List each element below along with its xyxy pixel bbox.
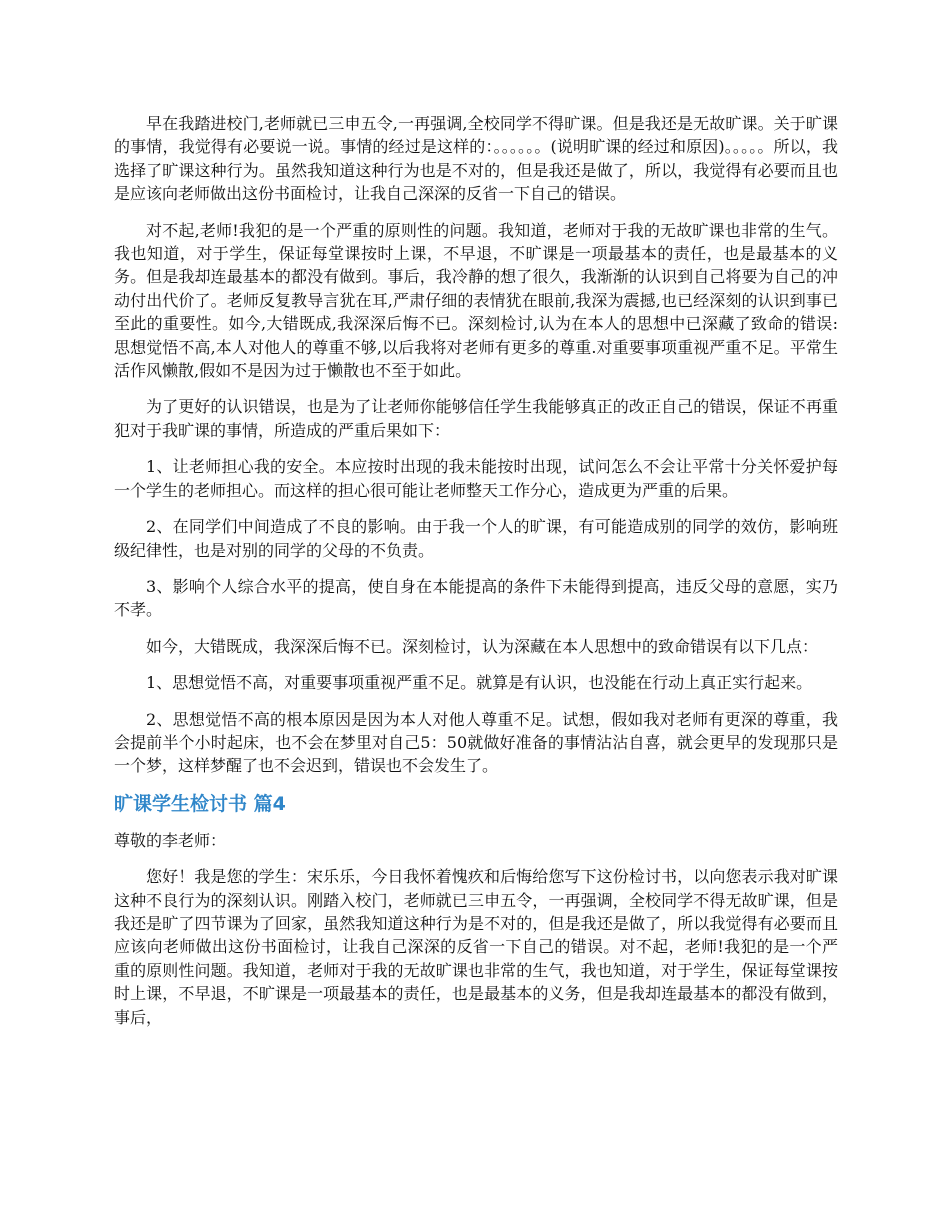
section-title: 旷课学生检讨书 篇4 bbox=[114, 792, 286, 815]
salutation: 尊敬的李老师： bbox=[114, 830, 227, 850]
list-item-paragraph: 2、在同学们中间造成了不良的影响。由于我一个人的旷课，有可能造成别的同学的效仿，影响班级纪律性，也是对别的同学的父母的不负责。 bbox=[114, 517, 838, 560]
paragraph: 早在我踏进校门,老师就已三申五令,一再强调,全校同学不得旷课。但是我还是无故旷课。关于旷课的事情，我觉得有必要说一说。事情的经过是这样的：。。。。。。(说明旷课的经过和原因)。。。。。所以，我选择了旷课这种行为。虽然我知道这种行为也是不对的，但是我还是做了，所以，我觉得有必要而且也是应该向老师做出这份书面检讨，让我自己深深的反省一下自己的错误。 bbox=[114, 114, 838, 204]
list-item-paragraph: 1、思想觉悟不高，对重要事项重视严重不足。就算是有认识，也没能在行动上真正实行起来。 bbox=[146, 673, 813, 693]
paragraph: 您好！我是您的学生：宋乐乐，今日我怀着愧疚和后悔给您写下这份检讨书，以向您表示我对旷课这种不良行为的深刻认识。刚踏入校门，老师就已三申五令，一再强调，全校同学不得无故旷课，但是我还是旷了四节课为了回家，虽然我知道这种行为是不对的，但是我还是做了，所以我觉得有必要而且应该向老师做出这份书面检讨，让我自己深深的反省一下自己的错误。对不起，老师!我犯的是一个严重的原则性问题。我知道，老师对于我的无故旷课也非常的生气，我也知道，对于学生，保证每堂课按时上课，不早退，不旷课是一项最基本的责任，也是最基本的义务，但是我却连最基本的都没有做到，事后， bbox=[114, 867, 838, 1027]
paragraph: 对不起,老师!我犯的是一个严重的原则性的问题。我知道，老师对于我的无故旷课也非常的生气。我也知道，对于学生，保证每堂课按时上课，不早退，不旷课是一项最基本的责任，也是最基本的义务。但是我却连最基本的都没有做到。事后，我冷静的想了很久，我渐渐的认识到自己将要为自己的冲动付出代价了。老师反复教导言犹在耳,严肃仔细的表情犹在眼前,我深为震撼,也已经深刻的认识到事已至此的重要性。如今,大错既成,我深深后悔不已。深刻检讨,认为在本人的思想中已深藏了致命的错误:思想觉悟不高,本人对他人的尊重不够,以后我将对老师有更多的尊重.对重要事项重视严重不足。平常生活作风懒散,假如不是因为过于懒散也不至于如此。 bbox=[114, 220, 838, 381]
paragraph: 为了更好的认识错误，也是为了让老师你能够信任学生我能够真正的改正自己的错误，保证不再重犯对于我旷课的事情，所造成的严重后果如下： bbox=[114, 397, 838, 440]
paragraph: 如今，大错既成，我深深后悔不已。深刻检讨，认为深藏在本人思想中的致命错误有以下几点： bbox=[146, 636, 819, 656]
document-page bbox=[114, 112, 838, 1042]
list-item-paragraph: 2、思想觉悟不高的根本原因是因为本人对他人尊重不足。试想，假如我对老师有更深的尊重，我会提前半个小时起床，也不会在梦里对自己5：50就做好准备的事情沾沾自喜，就会更早的发现那只是一个梦，这样梦醒了也不会迟到，错误也不会发生了。 bbox=[114, 709, 838, 776]
list-item-paragraph: 1、让老师担心我的安全。本应按时出现的我未能按时出现，试问怎么不会让平常十分关怀爱护每一个学生的老师担心。而这样的担心很可能让老师整天工作分心，造成更为严重的后果。 bbox=[114, 457, 838, 500]
list-item-paragraph: 3、影响个人综合水平的提高，使自身在本能提高的条件下未能得到提高，违反父母的意愿，实乃不孝。 bbox=[114, 576, 838, 620]
